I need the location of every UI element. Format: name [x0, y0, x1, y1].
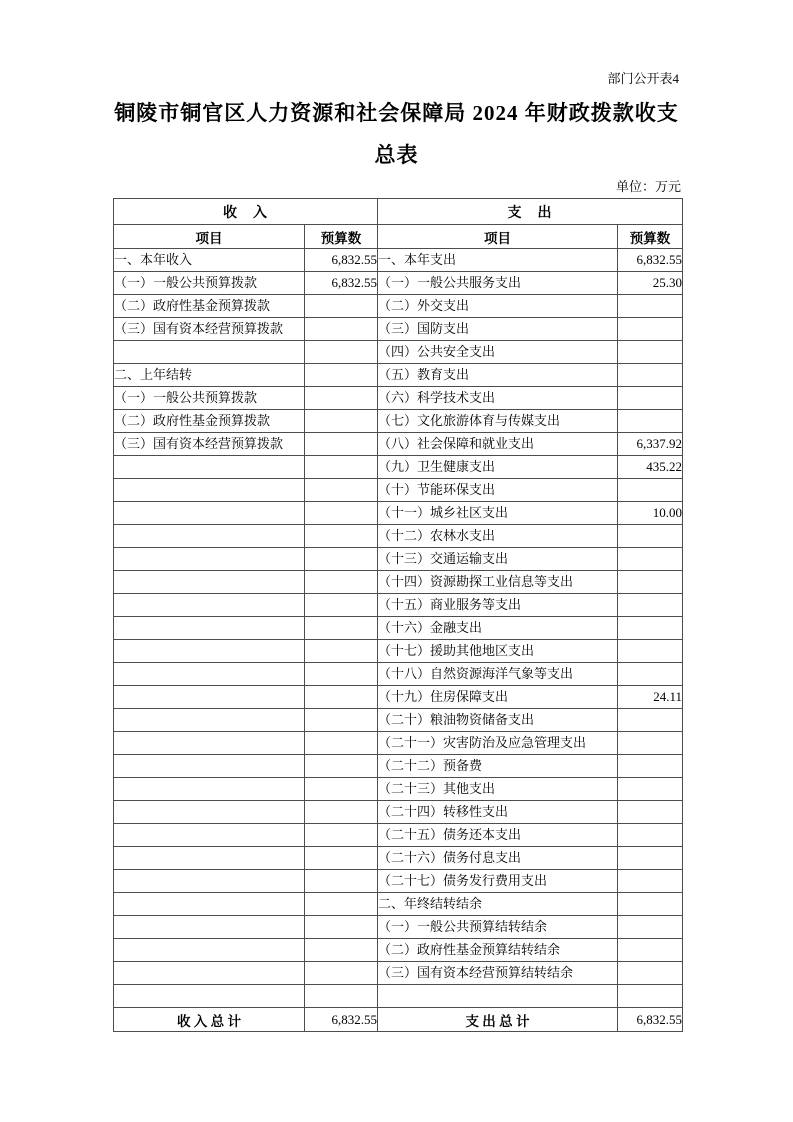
expense-value-cell — [618, 548, 683, 571]
expense-item-cell: （十二）农林水支出 — [378, 525, 618, 548]
table-row — [114, 801, 683, 824]
table-row — [114, 341, 683, 364]
income-total-value: 6,832.55 — [305, 1008, 378, 1032]
income-item-cell — [114, 640, 305, 663]
expense-item-cell: 二、年终结转结余 — [378, 893, 618, 916]
income-value-cell — [305, 686, 378, 709]
table-row — [114, 525, 683, 548]
income-item-cell — [114, 824, 305, 847]
expense-item-cell: （一）一般公共服务支出 — [378, 272, 618, 295]
expense-item-cell: （二十二）预备费 — [378, 755, 618, 778]
income-item-cell — [114, 732, 305, 755]
income-item-cell — [114, 709, 305, 732]
table-row — [114, 594, 683, 617]
expense-value-cell — [618, 617, 683, 640]
income-item-cell — [114, 893, 305, 916]
income-item-cell — [114, 571, 305, 594]
income-value-cell — [305, 502, 378, 525]
expense-value-cell: 25.30 — [618, 272, 683, 295]
expense-item-cell: （二十四）转移性支出 — [378, 801, 618, 824]
expense-item-cell: （十三）交通运输支出 — [378, 548, 618, 571]
expense-total-label: 支 出 总 计 — [378, 1008, 618, 1032]
expense-item-cell: （八）社会保障和就业支出 — [378, 433, 618, 456]
table-row — [114, 502, 683, 525]
income-value-cell — [305, 824, 378, 847]
expense-value-cell — [618, 640, 683, 663]
income-value-cell — [305, 985, 378, 1008]
table-row — [114, 893, 683, 916]
total-row — [114, 1008, 683, 1032]
income-item-column-header: 项目 — [114, 225, 305, 249]
income-item-cell — [114, 456, 305, 479]
income-item-cell — [114, 847, 305, 870]
budget-table — [113, 198, 683, 1032]
income-item-cell — [114, 755, 305, 778]
table-row — [114, 571, 683, 594]
income-value-cell — [305, 525, 378, 548]
income-item-cell — [114, 962, 305, 985]
expense-value-cell — [618, 824, 683, 847]
income-item-cell — [114, 663, 305, 686]
income-value-cell — [305, 341, 378, 364]
income-item-cell — [114, 801, 305, 824]
expense-item-cell: （十五）商业服务等支出 — [378, 594, 618, 617]
expense-item-cell: （六）科学技术支出 — [378, 387, 618, 410]
income-value-cell: 6,832.55 — [305, 249, 378, 272]
income-item-cell — [114, 548, 305, 571]
income-item-cell — [114, 341, 305, 364]
expense-item-cell: （七）文化旅游体育与传媒支出 — [378, 410, 618, 433]
income-value-cell — [305, 663, 378, 686]
table-header — [114, 199, 683, 249]
expense-item-cell — [378, 985, 618, 1008]
income-value-cell — [305, 479, 378, 502]
expense-value-cell — [618, 594, 683, 617]
table-row — [114, 456, 683, 479]
doc-label: 部门公开表4 — [607, 71, 679, 86]
expense-value-cell — [618, 663, 683, 686]
income-value-cell — [305, 847, 378, 870]
expense-item-cell: （十九）住房保障支出 — [378, 686, 618, 709]
table-row — [114, 824, 683, 847]
table-row — [114, 847, 683, 870]
expense-item-cell: （四）公共安全支出 — [378, 341, 618, 364]
income-value-cell — [305, 410, 378, 433]
income-item-cell: （二）政府性基金预算拨款 — [114, 295, 305, 318]
table-row — [114, 686, 683, 709]
income-value-cell — [305, 732, 378, 755]
income-value-cell — [305, 962, 378, 985]
expense-value-cell — [618, 870, 683, 893]
table-row — [114, 755, 683, 778]
expense-budget-column-header: 预算数 — [618, 225, 683, 249]
table-row — [114, 870, 683, 893]
income-value-cell — [305, 801, 378, 824]
income-value-cell — [305, 916, 378, 939]
expense-item-cell: （十一）城乡社区支出 — [378, 502, 618, 525]
expense-item-cell: （二十七）债务发行费用支出 — [378, 870, 618, 893]
expense-value-cell — [618, 479, 683, 502]
expense-item-cell: （三）国防支出 — [378, 318, 618, 341]
table-row — [114, 985, 683, 1008]
income-item-cell: （一）一般公共预算拨款 — [114, 387, 305, 410]
expense-item-cell: （二）外交支出 — [378, 295, 618, 318]
income-value-cell — [305, 364, 378, 387]
table-row — [114, 778, 683, 801]
expense-value-cell — [618, 962, 683, 985]
income-value-cell — [305, 456, 378, 479]
table-row — [114, 548, 683, 571]
income-item-cell — [114, 985, 305, 1008]
expense-item-cell: （一）一般公共预算结转结余 — [378, 916, 618, 939]
income-budget-column-header: 预算数 — [305, 225, 378, 249]
expense-item-cell: （二十五）债务还本支出 — [378, 824, 618, 847]
income-value-cell — [305, 755, 378, 778]
table-row — [114, 318, 683, 341]
expense-value-cell — [618, 893, 683, 916]
income-item-cell — [114, 916, 305, 939]
table-row — [114, 663, 683, 686]
expense-item-cell: （十四）资源勘探工业信息等支出 — [378, 571, 618, 594]
table-body — [114, 249, 683, 1008]
income-value-cell — [305, 778, 378, 801]
income-value-cell — [305, 709, 378, 732]
expense-item-cell: （九）卫生健康支出 — [378, 456, 618, 479]
expense-value-cell — [618, 847, 683, 870]
table-row — [114, 479, 683, 502]
income-value-cell: 6,832.55 — [305, 272, 378, 295]
income-item-cell — [114, 525, 305, 548]
income-value-cell — [305, 548, 378, 571]
table-row — [114, 916, 683, 939]
income-value-cell — [305, 318, 378, 341]
income-item-cell — [114, 686, 305, 709]
expense-value-cell: 435.22 — [618, 456, 683, 479]
unit-label: 单位：万元 — [615, 179, 681, 194]
income-value-cell — [305, 640, 378, 663]
income-total-label: 收 入 总 计 — [114, 1008, 305, 1032]
expense-value-cell — [618, 410, 683, 433]
table-row — [114, 433, 683, 456]
expense-value-cell: 24.11 — [618, 686, 683, 709]
income-item-cell — [114, 617, 305, 640]
income-value-cell — [305, 387, 378, 410]
income-value-cell — [305, 870, 378, 893]
income-value-cell — [305, 617, 378, 640]
table-row — [114, 709, 683, 732]
expense-value-cell — [618, 778, 683, 801]
expense-item-column-header: 项目 — [378, 225, 618, 249]
expense-item-cell: （十七）援助其他地区支出 — [378, 640, 618, 663]
page-title — [0, 92, 793, 176]
expense-item-cell: （二）政府性基金预算结转结余 — [378, 939, 618, 962]
table-row — [114, 295, 683, 318]
expense-total-value: 6,832.55 — [618, 1008, 683, 1032]
income-value-cell — [305, 594, 378, 617]
income-item-cell — [114, 502, 305, 525]
expense-item-cell: （三）国有资本经营预算结转结余 — [378, 962, 618, 985]
expense-value-cell: 10.00 — [618, 502, 683, 525]
expense-value-cell — [618, 571, 683, 594]
income-section-header: 收 入 — [114, 199, 378, 225]
table-row — [114, 732, 683, 755]
income-value-cell — [305, 571, 378, 594]
table-row — [114, 410, 683, 433]
table-row — [114, 617, 683, 640]
income-value-cell — [305, 295, 378, 318]
expense-item-cell: （二十三）其他支出 — [378, 778, 618, 801]
income-item-cell — [114, 870, 305, 893]
expense-value-cell — [618, 295, 683, 318]
income-item-cell — [114, 594, 305, 617]
expense-item-cell: 一、本年支出 — [378, 249, 618, 272]
expense-item-cell: （二十一）灾害防治及应急管理支出 — [378, 732, 618, 755]
income-item-cell: （一）一般公共预算拨款 — [114, 272, 305, 295]
table-footer — [114, 1008, 683, 1032]
expense-value-cell — [618, 525, 683, 548]
table-row — [114, 387, 683, 410]
income-item-cell: （二）政府性基金预算拨款 — [114, 410, 305, 433]
expense-value-cell — [618, 985, 683, 1008]
income-item-cell — [114, 778, 305, 801]
table-row — [114, 962, 683, 985]
income-item-cell: （三）国有资本经营预算拨款 — [114, 433, 305, 456]
expense-value-cell — [618, 939, 683, 962]
expense-value-cell — [618, 755, 683, 778]
expense-value-cell — [618, 341, 683, 364]
expense-item-cell: （五）教育支出 — [378, 364, 618, 387]
income-value-cell — [305, 893, 378, 916]
expense-item-cell: （十）节能环保支出 — [378, 479, 618, 502]
table-row — [114, 640, 683, 663]
income-item-cell — [114, 479, 305, 502]
expense-item-cell: （二十）粮油物资储备支出 — [378, 709, 618, 732]
section-header-row — [114, 199, 683, 225]
expense-item-cell: （十六）金融支出 — [378, 617, 618, 640]
expense-value-cell — [618, 709, 683, 732]
expense-value-cell — [618, 732, 683, 755]
income-value-cell — [305, 433, 378, 456]
expense-value-cell: 6,832.55 — [618, 249, 683, 272]
table-row — [114, 272, 683, 295]
income-item-cell: 二、上年结转 — [114, 364, 305, 387]
expense-value-cell — [618, 387, 683, 410]
table-row — [114, 364, 683, 387]
expense-value-cell — [618, 364, 683, 387]
expense-value-cell — [618, 318, 683, 341]
income-item-cell — [114, 939, 305, 962]
expense-value-cell: 6,337.92 — [618, 433, 683, 456]
expense-section-header: 支 出 — [378, 199, 683, 225]
income-value-cell — [305, 939, 378, 962]
table-row — [114, 249, 683, 272]
table-row — [114, 939, 683, 962]
column-header-row — [114, 225, 683, 249]
page-title-line1: 铜陵市铜官区人力资源和社会保障局 2024 年财政拨款收支 — [114, 101, 679, 125]
income-item-cell: 一、本年收入 — [114, 249, 305, 272]
page-title-line2: 总表 — [374, 143, 419, 167]
expense-item-cell: （十八）自然资源海洋气象等支出 — [378, 663, 618, 686]
expense-value-cell — [618, 916, 683, 939]
income-item-cell: （三）国有资本经营预算拨款 — [114, 318, 305, 341]
expense-item-cell: （二十六）债务付息支出 — [378, 847, 618, 870]
expense-value-cell — [618, 801, 683, 824]
